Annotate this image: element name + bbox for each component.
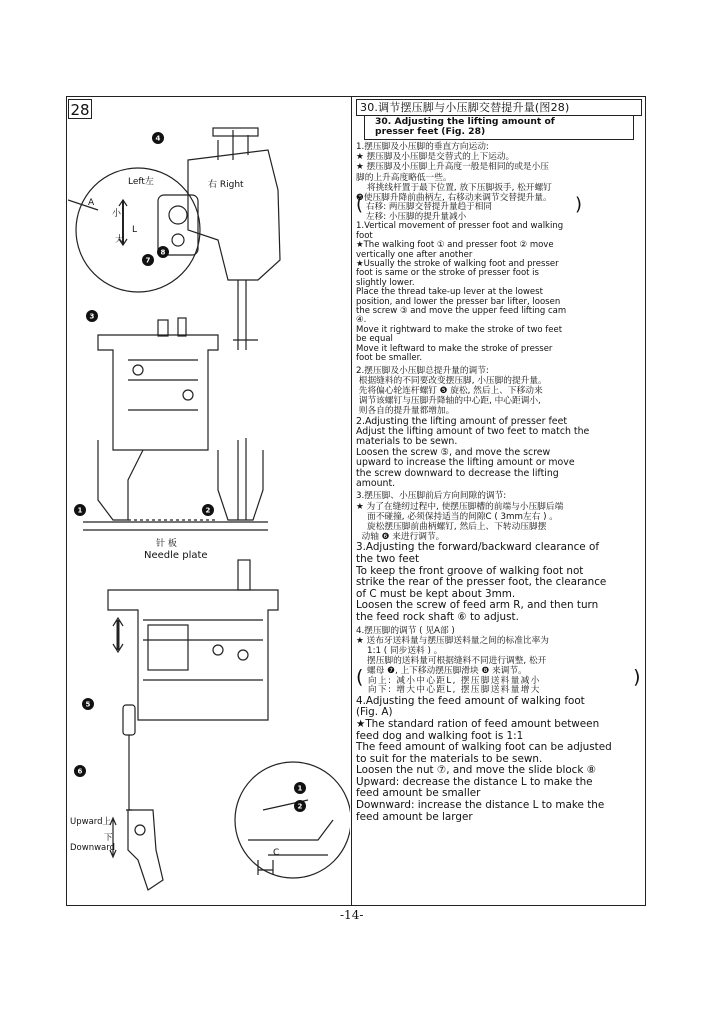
- svg-text:4: 4: [155, 134, 161, 143]
- label-left: Left左: [128, 177, 154, 187]
- label-c: C: [273, 848, 280, 858]
- walking-foot-left: [98, 440, 143, 520]
- svg-text:2: 2: [297, 802, 303, 811]
- machine-head-top: [188, 150, 280, 280]
- needle-plate: [83, 522, 268, 530]
- svg-text:7: 7: [145, 256, 151, 265]
- paragraph-2-cn: 2.摆压脚及小压脚总提升量的调节: 根据缝料的不同要改变摆压脚, 小压脚的提升量。 先将偏心轮连杆螺钉 ❺ 旋松, 然后上、下移动来 调节该螺钉与压脚升降轴的中心距, 中心距调小, 则各自的提升量都增加。: [356, 365, 547, 417]
- callout-4: [152, 132, 164, 144]
- label-plate-cn: 针 板: [156, 539, 177, 549]
- section-title-en-line2: presser feet (Fig. 28): [375, 126, 486, 137]
- machine-side-view: [98, 335, 218, 450]
- section-title-en-line1: 30. Adjusting the lifting amount of: [375, 116, 555, 127]
- label-l: L: [132, 225, 138, 235]
- brace-left-move: 左移: 小压脚的提升量减小: [366, 211, 467, 222]
- paragraph-1-brace: [356, 203, 642, 222]
- svg-text:6: 6: [77, 767, 83, 776]
- brace-downward: 向下: 增大中心距L, 摆压脚送料量增大: [368, 685, 541, 696]
- svg-text:8: 8: [160, 248, 166, 257]
- svg-text:3: 3: [89, 312, 95, 321]
- machine-rear-view: [108, 590, 278, 720]
- callout-6: [74, 765, 86, 777]
- page-number: -14-: [340, 908, 364, 922]
- label-plate-en: Needle plate: [144, 550, 208, 561]
- callout-3: [86, 310, 98, 322]
- paragraph-1-en: 1.Vertical movement of presser foot and walking foot ★The walking foot ① and presser foot ② move vertically one after another ★Usually the stroke of walking foot and presser foot is same or the stroke of presser foot is slightly lower. Place the thread take-up lever at the lowest position, and lower the presser bar lifter, loosen the screw ③ and move the upper feed lifting cam ④. Move it rightward to make the stroke of two feet be equal Move it leftward to make the stroke of presser foot be smaller.: [356, 221, 567, 364]
- section-title-en: [364, 116, 634, 140]
- svg-text:5: 5: [85, 700, 91, 709]
- label-a: A: [88, 198, 95, 208]
- callout-5: [82, 698, 94, 710]
- callout-7: [142, 254, 154, 266]
- section-title-cn: 30.调节摆压脚与小压脚交替提升量(图28): [356, 99, 642, 116]
- label-large: 大: [115, 235, 125, 245]
- paragraph-1-cn: 1.摆压脚及小压脚的垂直方向运动: ★ 摆压脚及小压脚是交替式的上下运动。 ★ 摆压脚及小压脚上升高度一般是相同的或是小压 脚的上升高度略低一些。 将挑线杆置于最下位置, 放下压脚扳手, 松开螺钉 ❸使压脚升降前曲柄左, 右移动来调节交替提升量。: [356, 142, 552, 204]
- paragraph-4-en: 4.Adjusting the feed amount of walking foot (Fig. A) ★The standard ration of feed amount between feed dog and walking foot is 1:1 The feed amount of walking foot can be adjusted to suit for the materials to be sewn. Loosen the nut ⑦, and move the slide block ⑧ Upward: decrease the distance L to make the feed amount be smaller Downward: increase the distance L to make the feed amount be larger: [356, 694, 612, 823]
- brace-right-move: ( 右移: 两压脚交替提升量趋于相同: [366, 202, 492, 213]
- figure-number: 28: [68, 99, 92, 119]
- svg-text:1: 1: [297, 784, 303, 793]
- column-divider: [351, 96, 352, 906]
- label-small: 小: [112, 209, 122, 219]
- slide-block: [128, 810, 163, 890]
- label-down-cn: 下: [104, 833, 113, 843]
- illustration-panel: [68, 120, 350, 904]
- svg-text:2: 2: [205, 506, 211, 515]
- adjust-handle: [123, 705, 135, 735]
- paragraph-4-cn: 4.摆压脚的调节 ( 见A部 ) ★ 送布牙送料量与摆压脚送料量之间的标准比率为 1:1 ( 同步送料 ) 。 摆压脚的送料量可根据缝料不同进行调整, 松开 螺母 ❼, 上下移动摆压脚滑块 ❽ 来调节。: [356, 625, 549, 677]
- callout-1-detail: [294, 782, 306, 794]
- instructions-column: [356, 99, 642, 823]
- svg-text:1: 1: [77, 506, 83, 515]
- paragraph-4-brace: [356, 677, 642, 696]
- callout-2-top: [202, 504, 214, 516]
- paragraph-2-en: 2.Adjusting the lifting amount of presser feet Adjust the lifting amount of two feet to match the materials to be sewn. Loosen the screw ⑤, and move the screw upward to increase the lifting amount or move the screw downward to decrease the lifting amount.: [356, 415, 590, 489]
- paragraph-3-cn: 3.摆压脚、小压脚前后方向间隙的调节: ★ 为了在缝纫过程中, 使摆压脚槽的前端与小压脚后端 面不碰撞, 必须保持适当的间隙C ( 3mm左右 ) 。 旋松摆压脚前曲柄螺钉, 然后上、下转动压脚摆 动轴 ❻ 来进行调节。: [356, 491, 564, 543]
- presser-foot-right: [218, 450, 263, 520]
- label-downward: Downward: [70, 843, 115, 853]
- paragraph-3-en: 3.Adjusting the forward/backward clearance of the two feet To keep the front groove of walking foot not strike the rear of the presser foot, the clearance of C must be kept about 3mm. Loosen the screw of feed arm R, and then turn the feed rock shaft ⑥ to adjust.: [356, 541, 607, 623]
- callout-8: [157, 246, 169, 258]
- callout-2-detail: [294, 800, 306, 812]
- label-right: 右 Right: [208, 180, 244, 190]
- brace-upward: ( 向上: 减小中心距L, 摆压脚送料量减小: [368, 675, 541, 686]
- callout-1-top: [74, 504, 86, 516]
- label-upward: Upward上: [70, 817, 112, 827]
